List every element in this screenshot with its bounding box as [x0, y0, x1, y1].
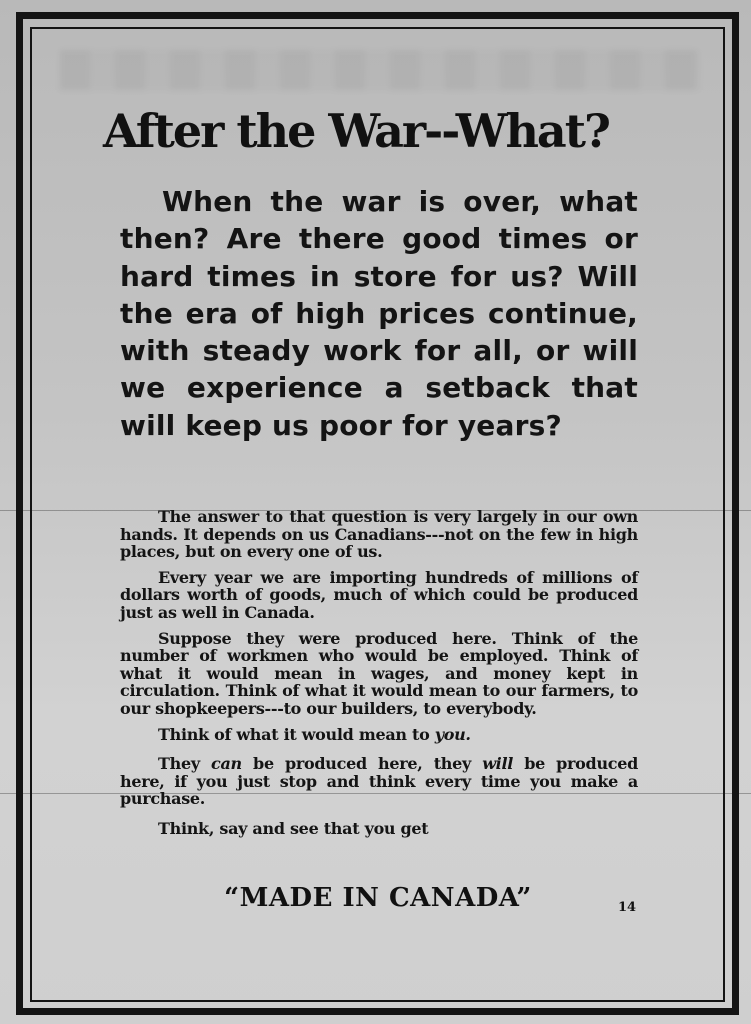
- slogan: “MADE IN CANADA”: [224, 883, 532, 913]
- body-text-span: Think of what it would mean to: [158, 724, 435, 744]
- body-paragraph: Suppose they were produced here. Think of the number of workmen who would be employed. Think of what it would mean in wages, and money kept in circulation. Think of what it would mean to our farmers, to our shopkeepers---to our builders, to everybody.: [120, 628, 638, 718]
- page-number: 14: [618, 900, 637, 915]
- ad-title: After the War--What?: [103, 104, 609, 158]
- body-copy: [120, 508, 638, 846]
- lead-paragraph: When the war is over, what then? Are there good times or hard times in store for us? Will the era of high prices continue, with steady work for all, or will we experience a setback that will keep us poor for years?: [120, 185, 638, 442]
- body-text-span: They: [158, 754, 212, 774]
- body-paragraph: [120, 726, 638, 744]
- body-paragraph: The answer to that question is very largely in our own hands. It depends on us Canadians---not on the few in high places, but on every one of us.: [120, 507, 638, 562]
- emphasis-can: can: [211, 754, 242, 774]
- body-text-span: be produced here, they: [241, 754, 483, 774]
- emphasis-will: will: [482, 754, 514, 774]
- body-text-span: be produced here, if you just stop and think every time you make a purchase.: [120, 754, 638, 809]
- body-paragraph: Think, say and see that you get: [158, 818, 429, 838]
- body-paragraph: [120, 755, 638, 808]
- body-paragraph: Every year we are importing hundreds of millions of dollars worth of goods, much of which could be produced just as well in Canada.: [120, 567, 638, 622]
- emphasis-you: you.: [434, 724, 471, 744]
